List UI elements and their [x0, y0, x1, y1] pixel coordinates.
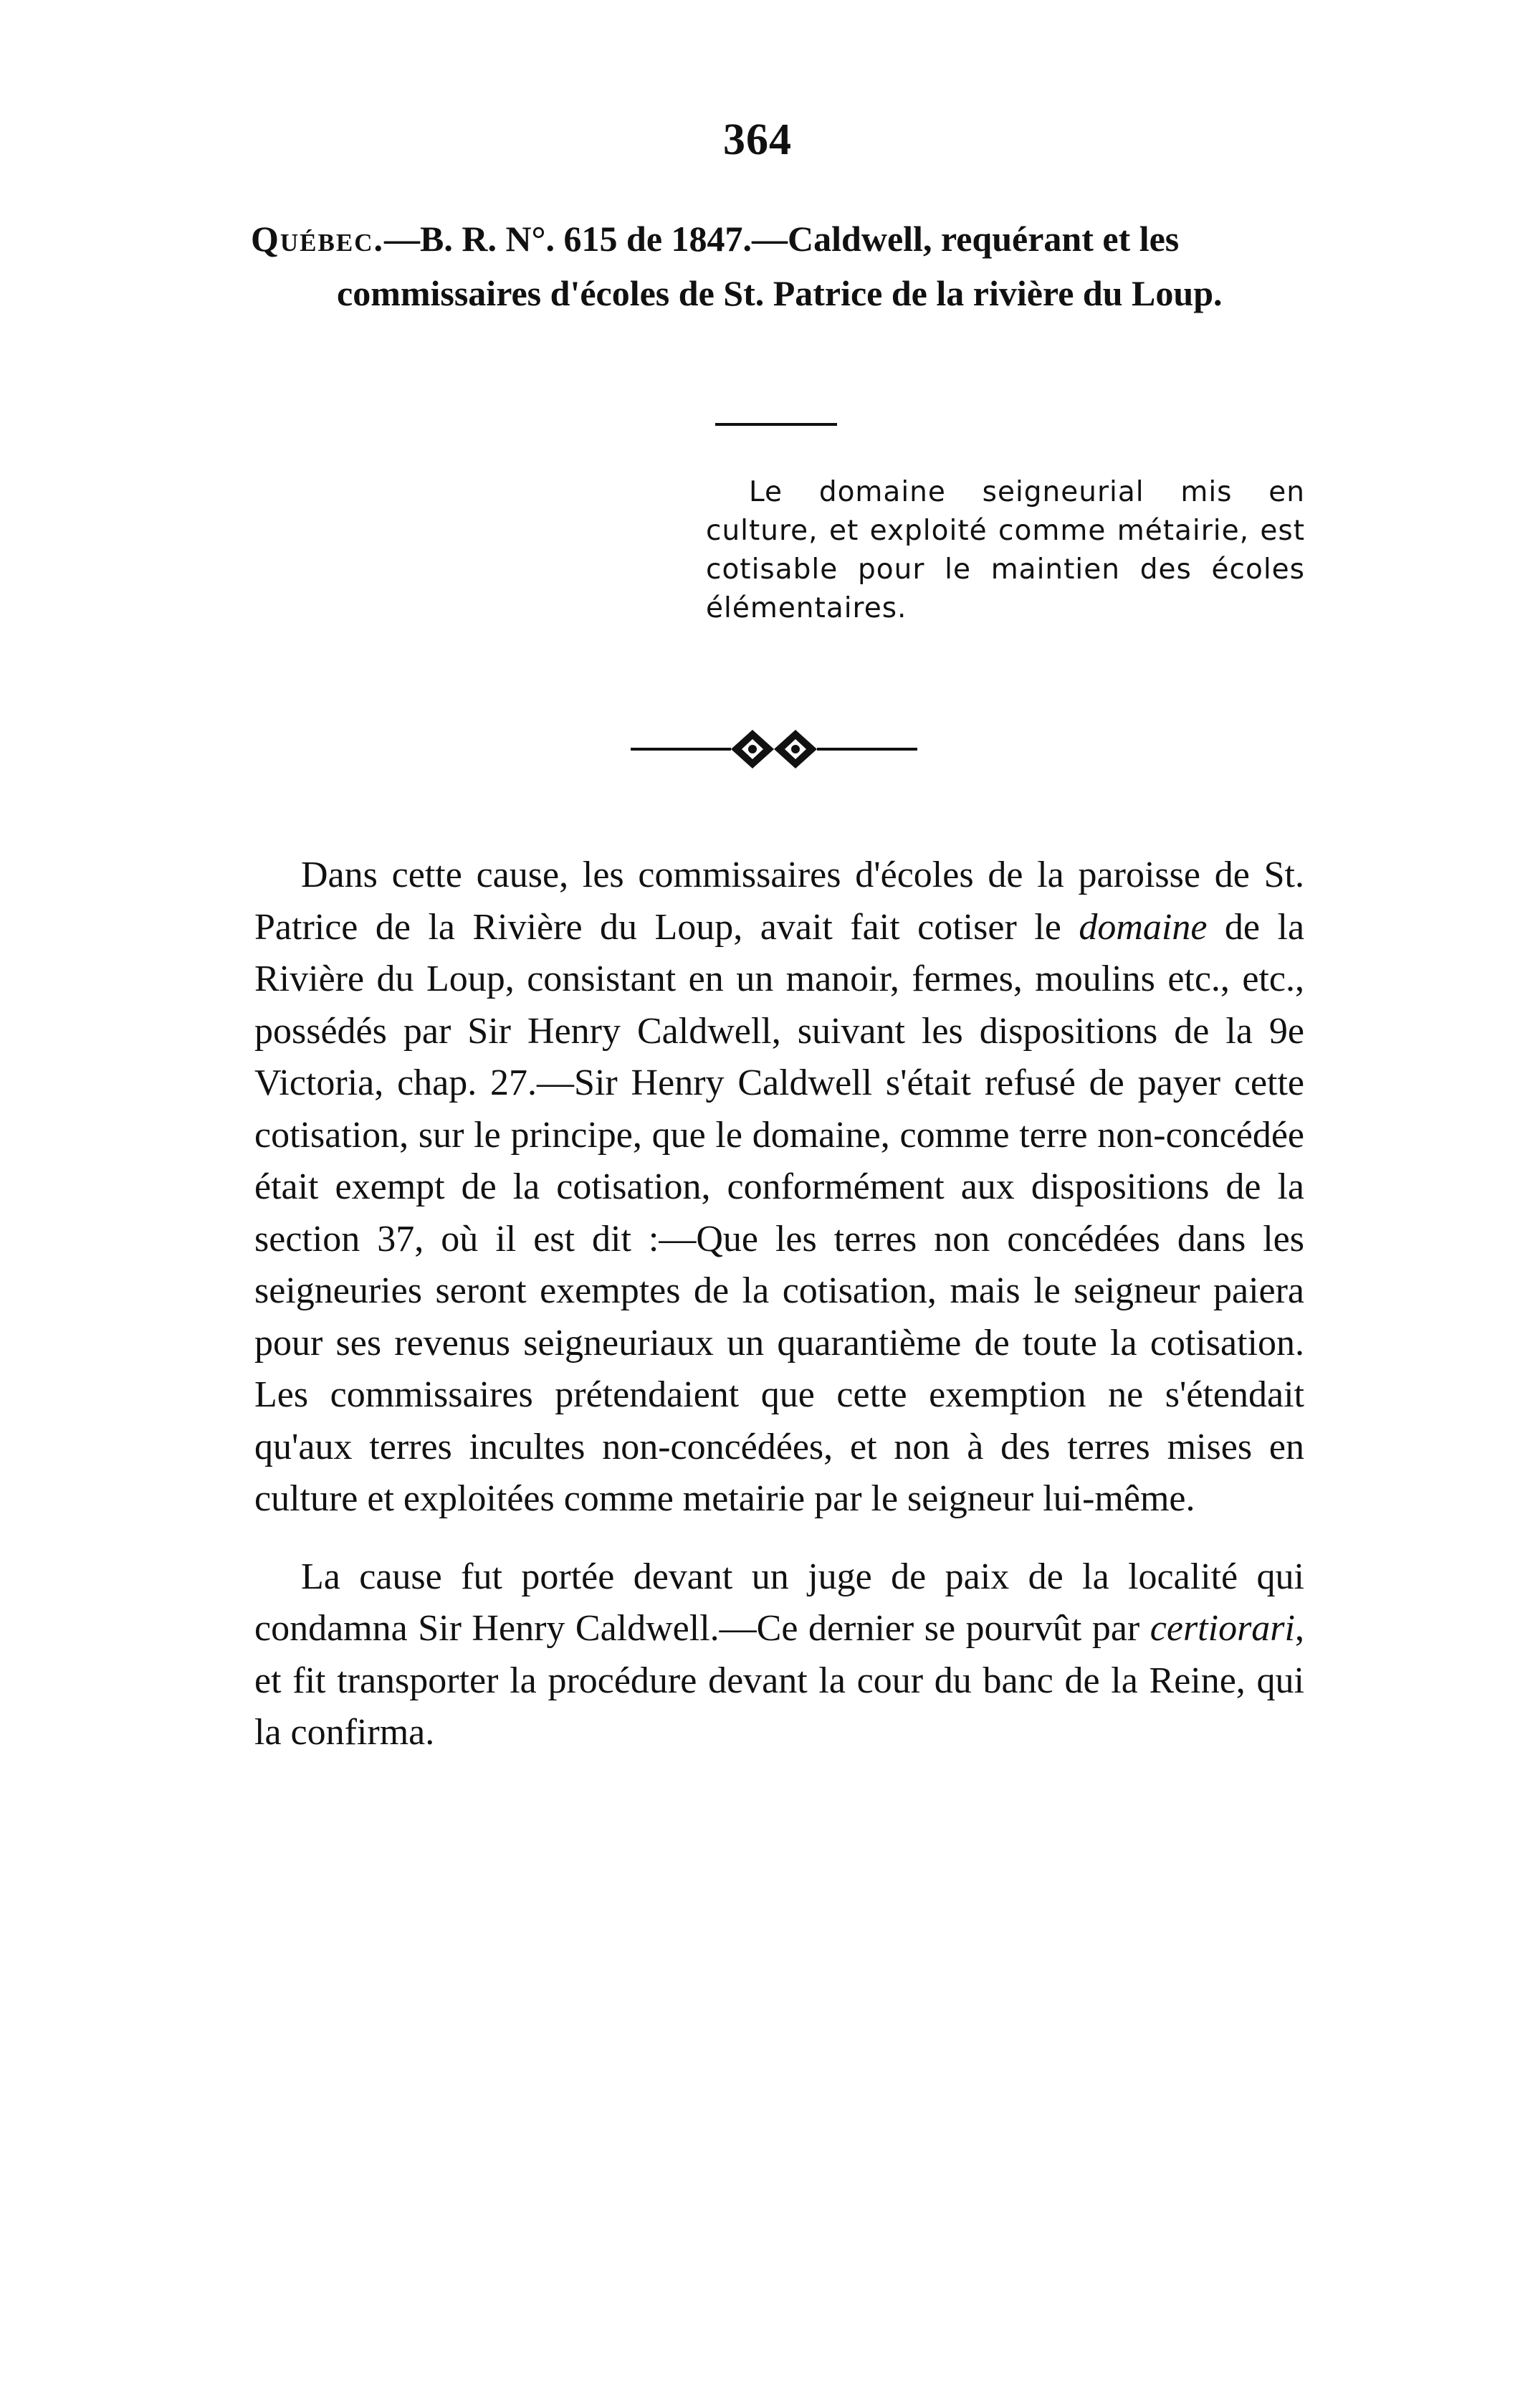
- paragraph-2-part-1: La cause fut portée devant un juge de paix de la localité qui condamna Sir Henry Caldwell.—Ce dernier se pourvût par: [254, 1556, 1304, 1649]
- paragraph-1-part-2: de la Rivière du Loup, consistant en un manoir, fermes, moulins etc., etc., possédés par Sir Henry Caldwell, suivant les dispositions de la 9e Victoria, chap. 27.—Sir Henry Caldwell s'était refusé de payer cette cotisation, sur le principe, que le domaine, comme terre non-concédée était exempt de la cotisation, conformément aux dispositions de la section 37, où il est dit :—Que les terres non concédées dans les seigneuries seront exemptes de la cotisation, mais le seigneur paiera pour ses revenus seigneuriaux un quarantième de toute la cotisation. Les commissaires prétendaient que cette exemption ne s'étendait qu'aux terres incultes non-concédées, et non à des terres mises en culture et exploitées comme metairie par le seigneur lui-même.: [254, 906, 1305, 1519]
- paragraph-2-emphasis: certiorari: [1150, 1608, 1295, 1649]
- case-reference: —B. R. N°. 615 de 1847.—Caldwell, requérant et les commissaires d'écoles de St. Patrice de la rivière du Loup.: [337, 219, 1223, 313]
- paragraph-1-part-1: Dans cette cause, les commissaires d'écoles de la paroisse de St. Patrice de la Rivière du Loup, avait fait cotiser le: [254, 855, 1304, 948]
- paragraph-2-part-2: , et fit transporter la procédure devant la cour du banc de la Reine, qui la confirma.: [254, 1608, 1304, 1753]
- double-diamond-ornament-icon: [631, 724, 917, 774]
- page-number: 364: [723, 115, 792, 164]
- paragraph-1: [254, 850, 1304, 1526]
- case-summary: Le domaine seigneurial mis en culture, et exploité comme métairie, est cotisable pour le maintien des écoles élémentaires.: [706, 476, 1305, 624]
- paragraph-2: [254, 1551, 1304, 1759]
- paragraph-1-emphasis: domaine: [1079, 906, 1208, 948]
- case-place: Québec.: [251, 219, 384, 259]
- body-text: [254, 850, 1304, 1759]
- case-citation: [251, 211, 1304, 320]
- header-divider: [715, 423, 837, 426]
